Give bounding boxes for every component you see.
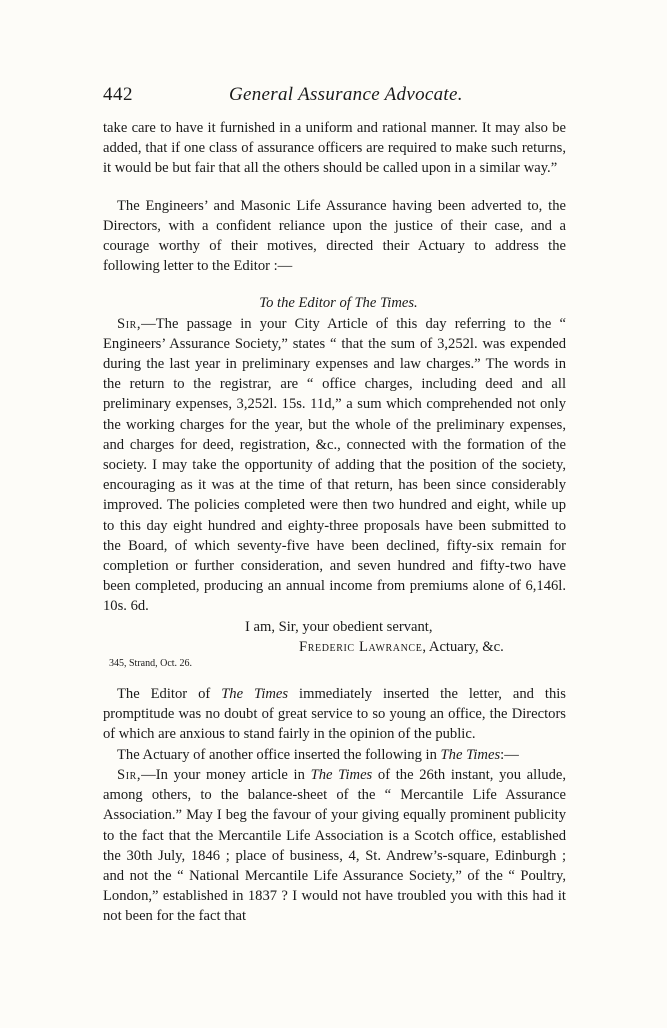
page-body [103, 118, 566, 927]
letter-salutation: Sir, [117, 315, 142, 332]
letter-text: —The passage in your City Article of this day referring to the “ Engineers’ Assurance Society,” states “ that the sum of 3,252l. was expended during the last year in preliminary expenses and law charges.” The words in the return to the registrar, are “ office charges, including deed and all preliminary expenses, 3,252l. 15s. 11d,” a sum which comprehended not only the working charges for the year, but the whole of the preliminary expenses, and charges for deed, registration, &c., connected with the formation of the society. I may take the opportunity of adding that the position of the society, encouraging as it was at the time of that return, has been since considerably improved. The policies completed were then two hundred and eight, while up to this day eight hundred and eighty-three proposals have been submitted to the Board, of which seventy-five have been declined, fifty-six remain for completion or further consideration, and seven hundred and fifty-two have been completed, producing an annual income from premiums alone of 6,146l. 10s. 6d. [103, 315, 566, 615]
page-header [103, 84, 565, 110]
paragraph-editor: The Editor of The Times immediately inserted the letter, and this promptitude was no doubt of great service to so young an office, the Directors of which are anxious to stand fairly in the opinion of the public. [103, 686, 566, 743]
letter-address: 345, Strand, Oct. 26. [109, 658, 193, 670]
paragraph-continued: take care to have it furnished in a uniform and rational manner. It may also be added, that if one class of assurance officers are required to make such returns, it would be but fair that all the others should be called upon in a similar way.” [103, 120, 566, 177]
paragraph-engineers: The Engineers’ and Masonic Life Assurance having been adverted to, the Directors, with a confident reliance upon the justice of their case, and a courage worthy of their motives, directed their Actuary to address the following letter to the Editor :— [103, 197, 566, 275]
letter2-salutation: Sir, [117, 766, 142, 783]
letter-heading: To the Editor of The Times. [259, 295, 418, 312]
letter-closing: I am, Sir, your obedient servant, [245, 618, 433, 635]
paragraph-actuary: The Actuary of another office inserted the following in The Times:— [117, 746, 519, 763]
letter-body [103, 314, 566, 617]
signature-role: , Actuary, &c. [422, 638, 504, 655]
newspaper-name: The Times [310, 766, 373, 783]
page-number: 442 [103, 84, 133, 105]
running-title: General Assurance Advocate. [229, 84, 463, 105]
signature-name: Frederic Lawrance [299, 638, 423, 655]
letter2-body: Sir,—In your money article in The Times of the 26th instant, you allude, among others, to the balance-sheet of the “ Mercantile Life Assurance Association.” May I beg the favour of your giving equally prominent publicity to the fact that the Mercantile Life Association is a Scotch office, established the 30th July, 1846 ; place of business, 4, St. Andrew’s-square, Edinburgh ; and not the “ National Mercantile Life Assurance Society,” of the “ Poultry, London,” established in 1837 ? I would not have troubled you with this had it not been for the fact that [103, 766, 566, 925]
newspaper-name: The Times [440, 746, 501, 763]
letter-signature [103, 637, 566, 657]
newspaper-name: The Times [221, 686, 289, 703]
